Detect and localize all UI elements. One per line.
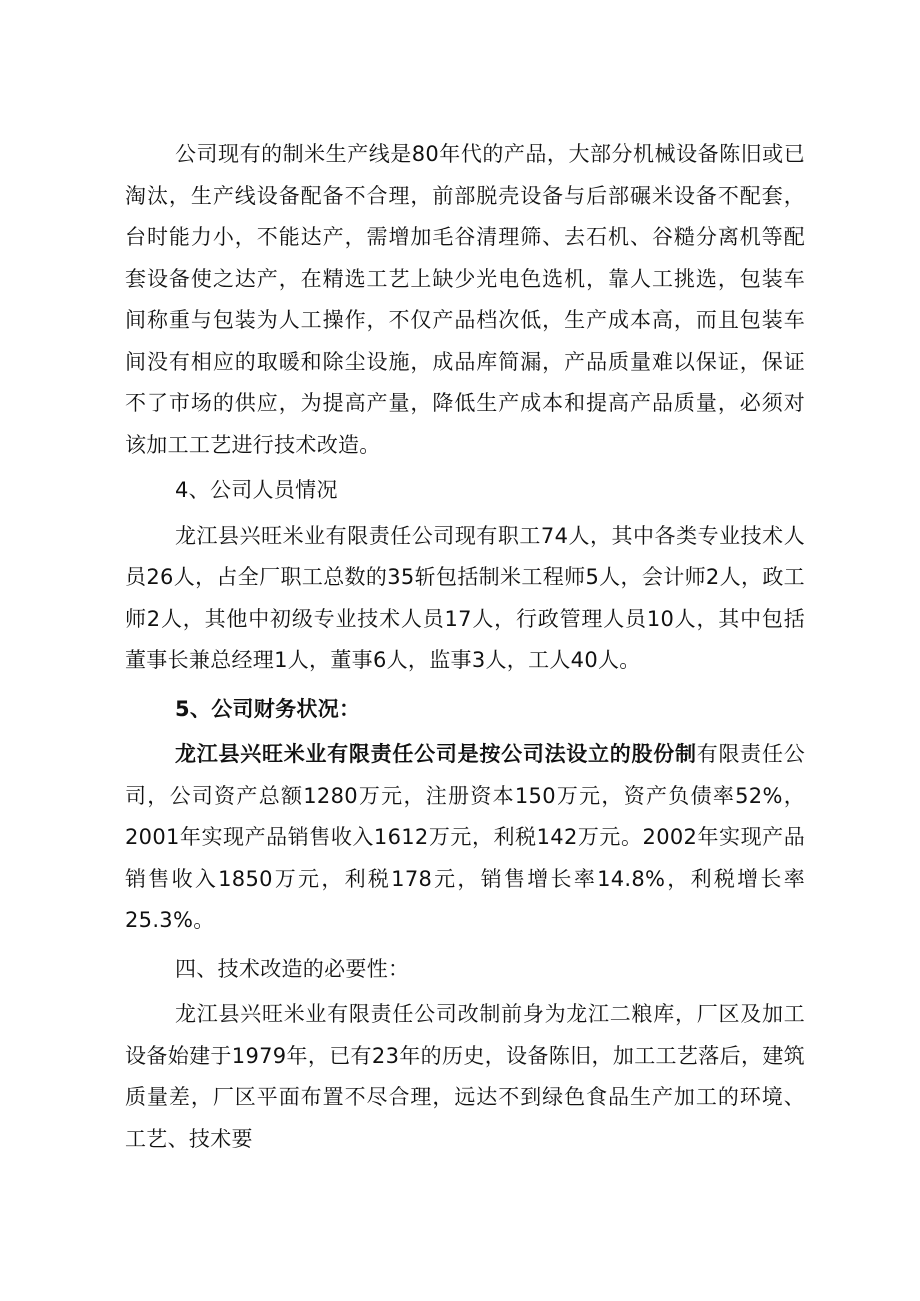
heading-technical-renovation-necessity: 四、技术改造的必要性： <box>175 956 410 981</box>
heading-company-staff: 4、公司人员情况 <box>175 478 338 502</box>
paragraph-company-staff: 龙江县兴旺米业有限责任公司现有职工74人，其中各类专业技术人员26人，占全厂职工总数的35斩包括制米工程师5人，会计师2人，政工师2人，其他中初级专业技术人员17人，行政管理人员10人，其中包括董事长兼总经理1人，董事6人，监事3人，工人40人。 <box>125 523 805 672</box>
spacer <box>125 682 805 689</box>
paragraph-technical-renovation-necessity: 龙江县兴旺米业有限责任公司改制前身为龙江二粮库，厂区及加工设备始建于1979年，已有23年的历史，设备陈旧，加工工艺落后，建筑质量差，厂区平面布置不尽合理，远达不到绿色食品生产加工的环境、工艺、技术要 <box>125 1002 805 1151</box>
paragraph-finance-bold-lead: 龙江县兴旺米业有限责任公司是按公司法设立的股份制 <box>175 742 697 766</box>
paragraph-equipment-status: 公司现有的制米生产线是80年代的产品，大部分机械设备陈旧或已淘汰，生产线设备配备不合理，前部脱壳设备与后部碾米设备不配套，台时能力小，不能达产，需增加毛谷清理筛、去石机、谷糙分离机等配套设备使之达产，在精选工艺上缺少光电色选机，靠人工挑选，包装车间称重与包装为人工操作，不仅产品档次低，生产成本高，而且包装车间没有相应的取暖和除尘设施，成品库简漏，产品质量难以保证，保证不了市场的供应，为提高产量，降低生产成本和提高产品质量，必须对该加工工艺进行技术改造。 <box>125 142 805 457</box>
heading-company-finance: 5、公司财务状况： <box>175 696 361 721</box>
spacer <box>125 942 805 949</box>
document-body <box>125 134 805 1160</box>
paragraph-finance-body: 有限责任公司，公司资产总额1280万元，注册资本150万元，资产负债率52%，2001年实现产品销售收入1612万元，利税142万元。2002年实现产品销售收入1850万元，利税178元，销售增长率14.8%，利税增长率25.3%。 <box>125 742 806 932</box>
paragraph-company-finance <box>125 734 805 942</box>
